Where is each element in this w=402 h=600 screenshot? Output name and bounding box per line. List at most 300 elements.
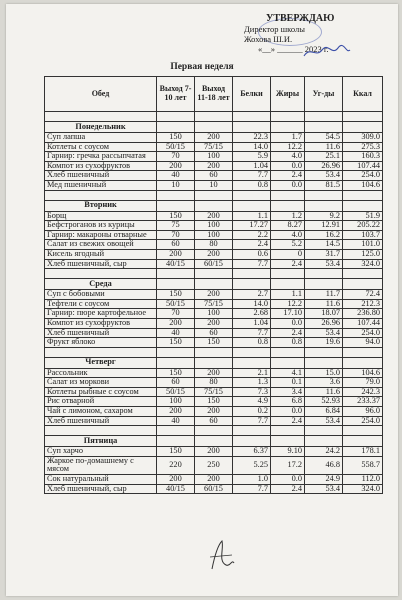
value-cell: 150 [157, 211, 195, 221]
week-title: Первая неделя [170, 62, 234, 72]
value-cell: 150 [195, 338, 233, 348]
empty-cell [157, 436, 195, 447]
value-cell: 254.0 [343, 171, 383, 181]
value-cell: 14.0 [233, 142, 271, 152]
day-name: Вторник [45, 200, 157, 211]
column-header: Белки [233, 77, 271, 112]
dish-name: Суп лапша [45, 133, 157, 143]
value-cell: 205.22 [343, 221, 383, 231]
value-cell: 150 [157, 338, 195, 348]
value-cell: 3.4 [271, 387, 305, 397]
value-cell: 17.2 [271, 456, 305, 474]
value-cell: 101.0 [343, 240, 383, 250]
spacer-row [45, 190, 383, 200]
value-cell: 6.37 [233, 447, 271, 457]
dish-name: Суп с бобовыми [45, 290, 157, 300]
value-cell: 12.2 [271, 142, 305, 152]
value-cell: 200 [157, 475, 195, 485]
spacer-cell [45, 269, 157, 279]
spacer-cell [45, 190, 157, 200]
day-header-row [45, 122, 383, 133]
empty-cell [343, 436, 383, 447]
value-cell: 16.2 [305, 230, 343, 240]
value-cell: 7.7 [233, 259, 271, 269]
value-cell: 200 [195, 290, 233, 300]
spacer-cell [233, 112, 271, 122]
spacer-cell [233, 426, 271, 436]
dish-name: Хлеб пшеничный, сыр [45, 484, 157, 494]
day-header-row [45, 436, 383, 447]
value-cell: 9.10 [271, 447, 305, 457]
value-cell: 5.25 [233, 456, 271, 474]
spacer-cell [233, 347, 271, 357]
column-header: Выход 11-18 лет [195, 77, 233, 112]
value-cell: 1.3 [233, 378, 271, 388]
dish-name: Кисель ягодный [45, 249, 157, 259]
menu-body [45, 112, 383, 494]
dish-name: Суп харчо [45, 447, 157, 457]
value-cell: 2.4 [271, 171, 305, 181]
value-cell: 14.0 [233, 299, 271, 309]
value-cell: 2.4 [271, 328, 305, 338]
value-cell: 125.0 [343, 249, 383, 259]
value-cell: 60/15 [195, 484, 233, 494]
table-row [45, 407, 383, 417]
spacer-cell [45, 112, 157, 122]
spacer-cell [157, 269, 195, 279]
value-cell: 5.9 [233, 152, 271, 162]
empty-cell [343, 200, 383, 211]
empty-cell [233, 122, 271, 133]
value-cell: 60 [157, 240, 195, 250]
value-cell: 1.04 [233, 318, 271, 328]
value-cell: 150 [195, 397, 233, 407]
table-row [45, 180, 383, 190]
value-cell: 309.0 [343, 133, 383, 143]
dish-name: Хлеб пшеничный [45, 416, 157, 426]
value-cell: 53.4 [305, 171, 343, 181]
value-cell: 46.8 [305, 456, 343, 474]
value-cell: 40/15 [157, 259, 195, 269]
spacer-cell [305, 426, 343, 436]
value-cell: 75 [157, 221, 195, 231]
value-cell: 150 [157, 447, 195, 457]
spacer-cell [271, 347, 305, 357]
value-cell: 200 [195, 249, 233, 259]
value-cell: 254.0 [343, 416, 383, 426]
value-cell: 200 [195, 161, 233, 171]
value-cell: 12.2 [271, 299, 305, 309]
table-row [45, 221, 383, 231]
value-cell: 19.6 [305, 338, 343, 348]
table-row [45, 259, 383, 269]
value-cell: 200 [195, 133, 233, 143]
approval-title: УТВЕРЖДАЮ [266, 13, 335, 24]
value-cell: 2.68 [233, 309, 271, 319]
value-cell: 0.1 [271, 378, 305, 388]
table-row [45, 378, 383, 388]
spacer-row [45, 269, 383, 279]
spacer-cell [305, 190, 343, 200]
dish-name: Гарнир: макароны отварные [45, 230, 157, 240]
table-row [45, 240, 383, 250]
spacer-cell [305, 347, 343, 357]
value-cell: 0 [271, 249, 305, 259]
value-cell: 2.2 [233, 230, 271, 240]
value-cell: 150 [157, 133, 195, 143]
value-cell: 75/15 [195, 142, 233, 152]
empty-cell [157, 122, 195, 133]
value-cell: 15.0 [305, 368, 343, 378]
value-cell: 54.5 [305, 133, 343, 143]
value-cell: 242.3 [343, 387, 383, 397]
value-cell: 7.7 [233, 484, 271, 494]
bottom-signature [206, 539, 236, 573]
value-cell: 107.44 [343, 161, 383, 171]
spacer-row [45, 112, 383, 122]
value-cell: 53.4 [305, 259, 343, 269]
value-cell: 26.96 [305, 161, 343, 171]
dish-name: Чай с лимоном, сахаром [45, 407, 157, 417]
approval-date: «__» ______ 2023 г. [258, 44, 329, 54]
dish-name: Салат из моркови [45, 378, 157, 388]
value-cell: 11.7 [305, 290, 343, 300]
value-cell: 200 [195, 318, 233, 328]
table-row [45, 416, 383, 426]
value-cell: 1.1 [233, 211, 271, 221]
value-cell: 75/15 [195, 299, 233, 309]
column-header: Жиры [271, 77, 305, 112]
value-cell: 2.1 [233, 368, 271, 378]
value-cell: 94.0 [343, 338, 383, 348]
spacer-cell [343, 426, 383, 436]
dish-name: Борщ [45, 211, 157, 221]
column-header: Уг-ды [305, 77, 343, 112]
value-cell: 0.6 [233, 249, 271, 259]
spacer-row [45, 426, 383, 436]
spacer-cell [45, 426, 157, 436]
empty-cell [233, 357, 271, 368]
value-cell: 200 [195, 211, 233, 221]
dish-name: Тефтели с соусом [45, 299, 157, 309]
spacer-cell [157, 190, 195, 200]
empty-cell [271, 200, 305, 211]
spacer-cell [195, 190, 233, 200]
value-cell: 8.27 [271, 221, 305, 231]
value-cell: 200 [157, 407, 195, 417]
dish-name: Котлеты рыбные с соусом [45, 387, 157, 397]
value-cell: 2.4 [271, 259, 305, 269]
empty-cell [195, 436, 233, 447]
empty-cell [271, 122, 305, 133]
dish-name: Рис отварной [45, 397, 157, 407]
spacer-cell [271, 269, 305, 279]
value-cell: 70 [157, 152, 195, 162]
value-cell: 0.2 [233, 407, 271, 417]
value-cell: 0.0 [271, 475, 305, 485]
spacer-cell [343, 112, 383, 122]
empty-cell [305, 436, 343, 447]
spacer-cell [305, 269, 343, 279]
value-cell: 11.6 [305, 142, 343, 152]
dish-name: Котлеты с соусом [45, 142, 157, 152]
value-cell: 3.6 [305, 378, 343, 388]
value-cell: 103.7 [343, 230, 383, 240]
value-cell: 0.0 [271, 318, 305, 328]
spacer-cell [195, 269, 233, 279]
value-cell: 150 [157, 290, 195, 300]
spacer-cell [233, 269, 271, 279]
value-cell: 0.0 [271, 161, 305, 171]
value-cell: 60 [195, 328, 233, 338]
value-cell: 52.93 [305, 397, 343, 407]
value-cell: 2.4 [271, 416, 305, 426]
value-cell: 200 [195, 407, 233, 417]
value-cell: 104.6 [343, 368, 383, 378]
value-cell: 60/15 [195, 259, 233, 269]
value-cell: 100 [195, 221, 233, 231]
spacer-cell [271, 190, 305, 200]
value-cell: 4.1 [271, 368, 305, 378]
value-cell: 250 [195, 456, 233, 474]
table-row [45, 447, 383, 457]
value-cell: 0.8 [271, 338, 305, 348]
table-row [45, 475, 383, 485]
dish-name: Бефстроганов из курицы [45, 221, 157, 231]
value-cell: 1.04 [233, 161, 271, 171]
dish-name: Мед пшеничный [45, 180, 157, 190]
empty-cell [343, 122, 383, 133]
value-cell: 53.4 [305, 416, 343, 426]
dish-name: Хлеб пшеничный [45, 328, 157, 338]
value-cell: 40/15 [157, 484, 195, 494]
value-cell: 17.10 [271, 309, 305, 319]
value-cell: 275.3 [343, 142, 383, 152]
value-cell: 22.3 [233, 133, 271, 143]
value-cell: 72.4 [343, 290, 383, 300]
table-row [45, 309, 383, 319]
empty-cell [195, 200, 233, 211]
value-cell: 107.44 [343, 318, 383, 328]
empty-cell [157, 357, 195, 368]
value-cell: 24.2 [305, 447, 343, 457]
table-row [45, 152, 383, 162]
value-cell: 50/15 [157, 387, 195, 397]
empty-cell [271, 436, 305, 447]
approval-name: Жохова Ш.И. [244, 34, 293, 44]
empty-cell [271, 357, 305, 368]
value-cell: 31.7 [305, 249, 343, 259]
value-cell: 233.37 [343, 397, 383, 407]
value-cell: 0.8 [233, 180, 271, 190]
day-header-row [45, 200, 383, 211]
empty-cell [233, 436, 271, 447]
table-row [45, 338, 383, 348]
value-cell: 75/15 [195, 387, 233, 397]
value-cell: 14.5 [305, 240, 343, 250]
empty-cell [271, 279, 305, 290]
empty-cell [305, 200, 343, 211]
value-cell: 12.91 [305, 221, 343, 231]
value-cell: 1.1 [271, 290, 305, 300]
value-cell: 26.96 [305, 318, 343, 328]
spacer-cell [157, 426, 195, 436]
menu-table [44, 76, 383, 494]
spacer-cell [343, 190, 383, 200]
approval-position: Директор школы [244, 24, 305, 34]
empty-cell [157, 200, 195, 211]
value-cell: 79.0 [343, 378, 383, 388]
dish-name: Гарнир: пюре картофельное [45, 309, 157, 319]
value-cell: 200 [195, 475, 233, 485]
value-cell: 5.2 [271, 240, 305, 250]
value-cell: 2.4 [271, 484, 305, 494]
value-cell: 50/15 [157, 142, 195, 152]
table-row [45, 456, 383, 474]
value-cell: 24.9 [305, 475, 343, 485]
value-cell: 1.0 [233, 475, 271, 485]
value-cell: 25.1 [305, 152, 343, 162]
value-cell: 4.9 [233, 397, 271, 407]
value-cell: 0.8 [233, 338, 271, 348]
spacer-cell [157, 347, 195, 357]
dish-name: Компот из сухофруктов [45, 161, 157, 171]
spacer-cell [271, 426, 305, 436]
value-cell: 70 [157, 309, 195, 319]
dish-name: Хлеб пшеничный, сыр [45, 259, 157, 269]
empty-cell [195, 279, 233, 290]
table-row [45, 318, 383, 328]
table-row [45, 133, 383, 143]
value-cell: 60 [195, 416, 233, 426]
value-cell: 200 [157, 161, 195, 171]
value-cell: 10 [195, 180, 233, 190]
value-cell: 0.0 [271, 180, 305, 190]
value-cell: 11.6 [305, 387, 343, 397]
value-cell: 160.3 [343, 152, 383, 162]
value-cell: 254.0 [343, 328, 383, 338]
value-cell: 4.0 [271, 230, 305, 240]
value-cell: 40 [157, 416, 195, 426]
value-cell: 4.0 [271, 152, 305, 162]
value-cell: 150 [157, 368, 195, 378]
value-cell: 558.7 [343, 456, 383, 474]
empty-cell [343, 279, 383, 290]
value-cell: 178.1 [343, 447, 383, 457]
empty-cell [343, 357, 383, 368]
dish-name: Жаркое по-домашнему с мясом [45, 456, 157, 474]
value-cell: 0.0 [271, 407, 305, 417]
empty-cell [157, 279, 195, 290]
empty-cell [195, 357, 233, 368]
value-cell: 96.0 [343, 407, 383, 417]
value-cell: 17.27 [233, 221, 271, 231]
value-cell: 200 [157, 318, 195, 328]
dish-name: Рассольник [45, 368, 157, 378]
value-cell: 53.4 [305, 484, 343, 494]
empty-cell [233, 279, 271, 290]
day-name: Среда [45, 279, 157, 290]
day-header-row [45, 279, 383, 290]
value-cell: 18.07 [305, 309, 343, 319]
column-header: Ккал [343, 77, 383, 112]
value-cell: 104.6 [343, 180, 383, 190]
value-cell: 9.2 [305, 211, 343, 221]
day-name: Пятница [45, 436, 157, 447]
column-header: Выход 7-10 лет [157, 77, 195, 112]
spacer-cell [45, 347, 157, 357]
spacer-cell [195, 112, 233, 122]
value-cell: 1.2 [271, 211, 305, 221]
value-cell: 60 [157, 378, 195, 388]
empty-cell [195, 122, 233, 133]
value-cell: 10 [157, 180, 195, 190]
value-cell: 6.84 [305, 407, 343, 417]
value-cell: 220 [157, 456, 195, 474]
value-cell: 80 [195, 240, 233, 250]
value-cell: 60 [195, 171, 233, 181]
dish-name: Гарнир: гречка рассыпчатая [45, 152, 157, 162]
value-cell: 200 [195, 368, 233, 378]
value-cell: 236.80 [343, 309, 383, 319]
table-row [45, 484, 383, 494]
column-header: Обед [45, 77, 157, 112]
spacer-cell [233, 190, 271, 200]
value-cell: 7.7 [233, 416, 271, 426]
value-cell: 7.7 [233, 328, 271, 338]
spacer-cell [195, 347, 233, 357]
dish-name: Салат из свежих овощей [45, 240, 157, 250]
empty-cell [305, 122, 343, 133]
value-cell: 53.4 [305, 328, 343, 338]
director-signature [302, 44, 352, 60]
dish-name: Хлеб пшеничный [45, 171, 157, 181]
dish-name: Фрукт яблоко [45, 338, 157, 348]
value-cell: 51.9 [343, 211, 383, 221]
value-cell: 2.7 [233, 290, 271, 300]
spacer-cell [271, 112, 305, 122]
value-cell: 100 [195, 230, 233, 240]
value-cell: 2.4 [233, 240, 271, 250]
value-cell: 324.0 [343, 484, 383, 494]
value-cell: 100 [195, 152, 233, 162]
value-cell: 324.0 [343, 259, 383, 269]
value-cell: 50/15 [157, 299, 195, 309]
spacer-cell [343, 269, 383, 279]
value-cell: 11.6 [305, 299, 343, 309]
day-name: Четверг [45, 357, 157, 368]
empty-cell [305, 357, 343, 368]
value-cell: 80 [195, 378, 233, 388]
spacer-row [45, 347, 383, 357]
value-cell: 6.8 [271, 397, 305, 407]
day-header-row [45, 357, 383, 368]
value-cell: 70 [157, 230, 195, 240]
spacer-cell [157, 112, 195, 122]
value-cell: 40 [157, 328, 195, 338]
spacer-cell [305, 112, 343, 122]
value-cell: 200 [157, 249, 195, 259]
dish-name: Сок натуральный [45, 475, 157, 485]
value-cell: 100 [157, 397, 195, 407]
table-row [45, 290, 383, 300]
value-cell: 40 [157, 171, 195, 181]
day-name: Понедельник [45, 122, 157, 133]
spacer-cell [195, 426, 233, 436]
value-cell: 7.3 [233, 387, 271, 397]
value-cell: 7.7 [233, 171, 271, 181]
empty-cell [233, 200, 271, 211]
